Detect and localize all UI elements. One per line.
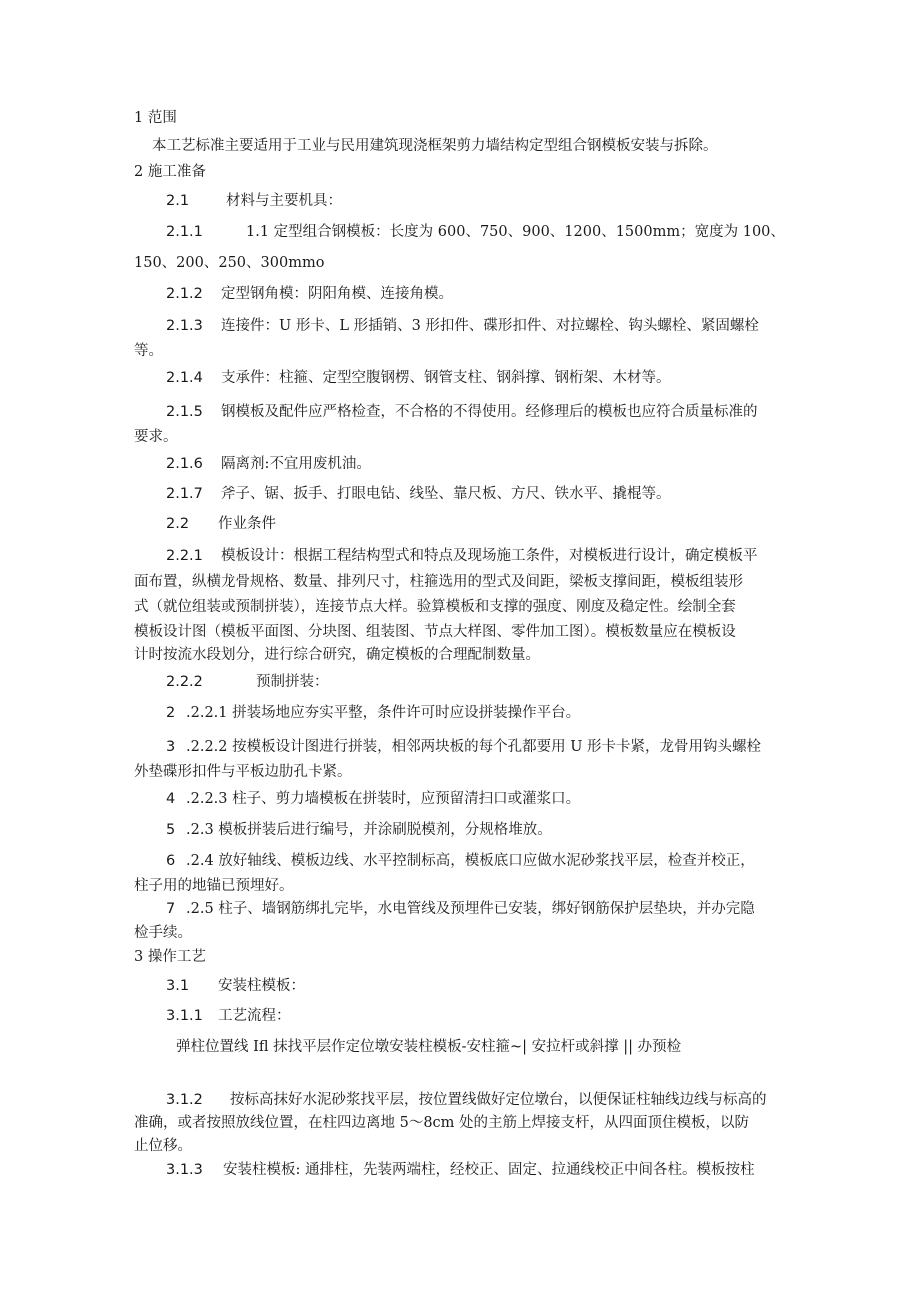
paragraph-line: 本工艺标准主要适用于工业与民用建筑现浇框架剪力墙结构定型组合钢模板安装与拆除。 [152,138,718,154]
clause-text: 隔离剂:不宜用废机油。 [221,456,371,472]
list-number: 2 [166,705,176,721]
list-item-4 [166,789,580,809]
clause-number: 2.1.1 [166,224,203,240]
clause-2-1-3 [166,316,759,336]
paragraph-line: 等。 [134,343,163,359]
list-text: .2.2.3 柱子、剪力墙模板在拼装时，应预留清扫口或灌浆口。 [186,791,581,807]
clause-number: 3.1.1 [166,1008,203,1024]
list-number: 4 [166,791,176,807]
list-text: .2.3 模板拼装后进行编号，并涂刷脱模剂，分规格堆放。 [186,822,552,838]
clause-number: 2.2 [166,516,190,532]
clause-text: 工艺流程： [218,1008,291,1024]
process-flow-line: 弹柱位置线 Ifl 抹找平层作定位墩安装柱模板-安柱箍~| 安拉杆或斜撑 || 办预检 [176,1039,682,1055]
clause-text: 支承件：柱箍、定型空腹钢楞、钢管支柱、钢斜撑、钢桁架、木材等。 [221,370,671,386]
list-text: .2.4 放好轴线、模板边线、水平控制标高，模板底口应做水泥砂浆找平层，检查并校正， [186,853,755,869]
clause-text: 定型钢角模：阴阳角模、连接角模。 [221,286,453,302]
clause-text: 钢模板及配件应严格检查，不合格的不得使用。经修理后的模板也应符合质量标准的 [221,404,758,420]
section-heading-scope: 1 范围 [134,110,177,126]
clause-number: 3.1.3 [166,1162,203,1178]
paragraph-line: 模板设计图（模板平面图、分块图、组装图、节点大样图、零件加工图）。模板数量应在模板设 [134,624,736,640]
clause-text: 安装柱模板： [218,978,305,994]
paragraph-line: 止位移。 [134,1138,192,1154]
clause-number: 3.1.2 [166,1092,203,1108]
clause-2-2-2 [166,672,329,692]
list-text: .2.2.1 拼装场地应夯实平整，条件许可时应设拼装操作平台。 [186,705,581,721]
list-number: 3 [166,739,176,755]
paragraph-line: 150、200、250、300mmo [134,255,325,271]
list-item-7 [166,899,755,919]
list-text: .2.2.2 按模板设计图进行拼装，相邻两块板的每个孔都要用 U 形卡卡紧，龙骨用钩头螺栓 [186,739,762,755]
clause-2-1-1 [166,222,785,242]
clause-2-1 [166,191,342,211]
clause-number: 2.2.1 [166,548,203,564]
paragraph-line: 计时按流水段划分，进行综合研究，确定模板的合理配制数量。 [134,647,540,663]
clause-2-1-7 [166,484,671,504]
clause-2-1-6 [166,454,371,474]
paragraph-line: 外垫碟形扣件与平板边肋孔卡紧。 [134,764,352,780]
clause-number: 2.1 [166,193,190,209]
clause-2-1-2 [166,284,453,304]
list-number: 7 [166,901,176,917]
list-item-2 [166,703,580,723]
clause-2-1-5 [166,402,758,422]
clause-3-1 [166,976,305,996]
clause-number: 2.1.6 [166,456,203,472]
clause-number: 2.1.4 [166,370,203,386]
clause-number: 2.2.2 [166,674,203,690]
list-text: .2.5 柱子、墙钢筋绑扎完毕，水电管线及预埋件已安装，绑好钢筋保护层垫块，并办完隐 [186,901,755,917]
section-heading-operation: 3 操作工艺 [134,949,206,965]
clause-3-1-3 [166,1160,755,1180]
paragraph-line: 柱子用的地锚已预埋好。 [134,878,294,894]
list-number: 5 [166,822,176,838]
section-heading-preparation: 2 施工准备 [134,164,206,180]
clause-text: 模板设计：根据工程结构型式和特点及现场施工条件，对模板进行设计，确定模板平 [221,548,758,564]
clause-text: 1.1 定型组合钢模板：长度为 600、750、900、1200、1500mm；宽度为 100、 [246,224,785,240]
clause-text: 材料与主要机具： [226,193,342,209]
clause-2-2 [166,514,276,534]
clause-text: 连接件：U 形卡、L 形插销、3 形扣件、碟形扣件、对拉螺栓、钩头螺栓、紧固螺栓 [221,318,759,334]
clause-number: 2.1.5 [166,404,203,420]
paragraph-line: 式（就位组装或预制拼装），连接节点大样。验算模板和支撑的强度、刚度及稳定性。绘制全套 [134,599,736,615]
list-item-5 [166,820,552,840]
clause-number: 2.1.7 [166,486,203,502]
paragraph-line: 要求。 [134,429,178,445]
clause-number: 2.1.2 [166,286,203,302]
clause-2-2-1 [166,546,758,566]
clause-text: 安装柱模板: 通排柱，先装两端柱，经校正、固定、拉通线校正中间各柱。模板按柱 [223,1162,755,1178]
list-item-6 [166,851,755,871]
list-item-3 [166,737,761,757]
paragraph-line: 面布置，纵横龙骨规格、数量、排列尺寸，柱箍选用的型式及间距，梁板支撑间距，模板组装形 [134,574,743,590]
clause-text: 按标高抹好水泥砂浆找平层，按位置线做好定位墩台，以便保证柱轴线边线与标高的 [230,1092,767,1108]
clause-text: 作业条件 [218,516,276,532]
clause-text: 斧子、锯、扳手、打眼电钻、线坠、靠尺板、方尺、铁水平、撬棍等。 [221,486,671,502]
clause-3-1-1 [166,1006,291,1026]
clause-number: 3.1 [166,978,190,994]
paragraph-line: 检手续。 [134,925,192,941]
clause-number: 2.1.3 [166,318,203,334]
clause-2-1-4 [166,368,671,388]
list-number: 6 [166,853,176,869]
clause-text: 预制拼装： [256,674,329,690]
clause-3-1-2 [166,1090,767,1110]
paragraph-line: 准确，或者按照放线位置，在柱四边离地 5～8cm 处的主筋上焊接支杆，从四面顶住模板，以防 [134,1115,750,1131]
